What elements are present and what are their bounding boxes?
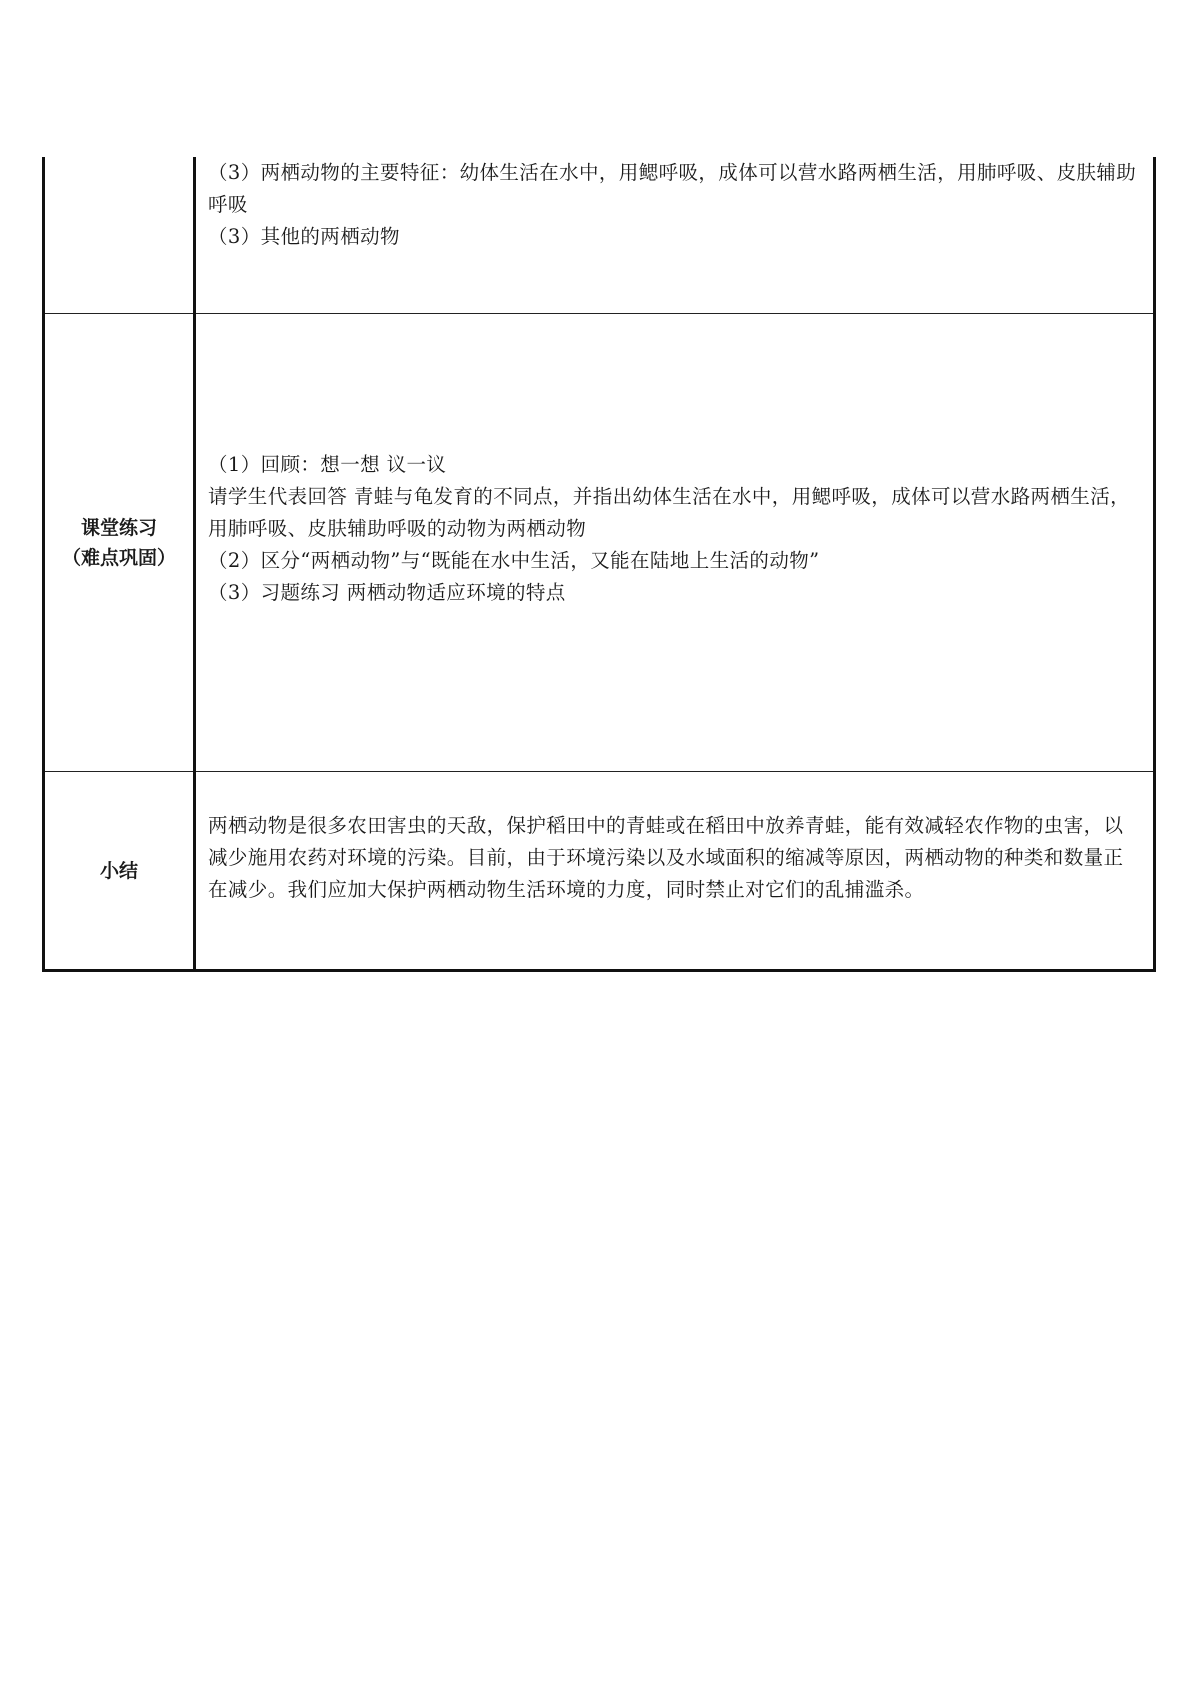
row-label-line: （难点巩固）: [61, 546, 176, 569]
lesson-plan-table: [42, 157, 1156, 972]
content-line: 请学生代表回答 青蛙与龟发育的不同点，并指出幼体生活在水中，用鳃呼吸，成体可以营水路两栖生活，用肺呼吸、皮肤辅助呼吸的动物为两栖动物: [208, 485, 1130, 540]
row-label-empty: [44, 157, 195, 314]
table-row: [44, 157, 1155, 314]
row-content: [195, 157, 1155, 314]
row-content: [195, 772, 1155, 971]
row-label-line: 小结: [99, 859, 138, 882]
content-line: （1）回顾：想一想 议一议: [208, 453, 447, 476]
content-line: （3）习题练习 两栖动物适应环境的特点: [208, 581, 566, 604]
content-line: （2）区分“两栖动物”与“既能在水中生活，又能在陆地上生活的动物”: [208, 549, 820, 572]
row-content: [195, 314, 1155, 772]
row-label: [44, 772, 195, 971]
content-line: （3）其他的两栖动物: [208, 225, 400, 248]
table-row: [44, 314, 1155, 772]
content-paragraph: 两栖动物是很多农田害虫的天敌，保护稻田中的青蛙或在稻田中放养青蛙，能有效减轻农作物的虫害，以减少施用农药对环境的污染。目前，由于环境污染以及水域面积的缩减等原因，两栖动物的种类和数量正在减少。我们应加大保护两栖动物生活环境的力度，同时禁止对它们的乱捕滥杀。: [208, 814, 1124, 901]
row-label: [44, 314, 195, 772]
row-label-line: 课堂练习: [80, 516, 157, 539]
table-row: [44, 772, 1155, 971]
content-line: （3）两栖动物的主要特征：幼体生活在水中，用鳃呼吸，成体可以营水路两栖生活，用肺呼吸、皮肤辅助呼吸: [208, 161, 1137, 216]
